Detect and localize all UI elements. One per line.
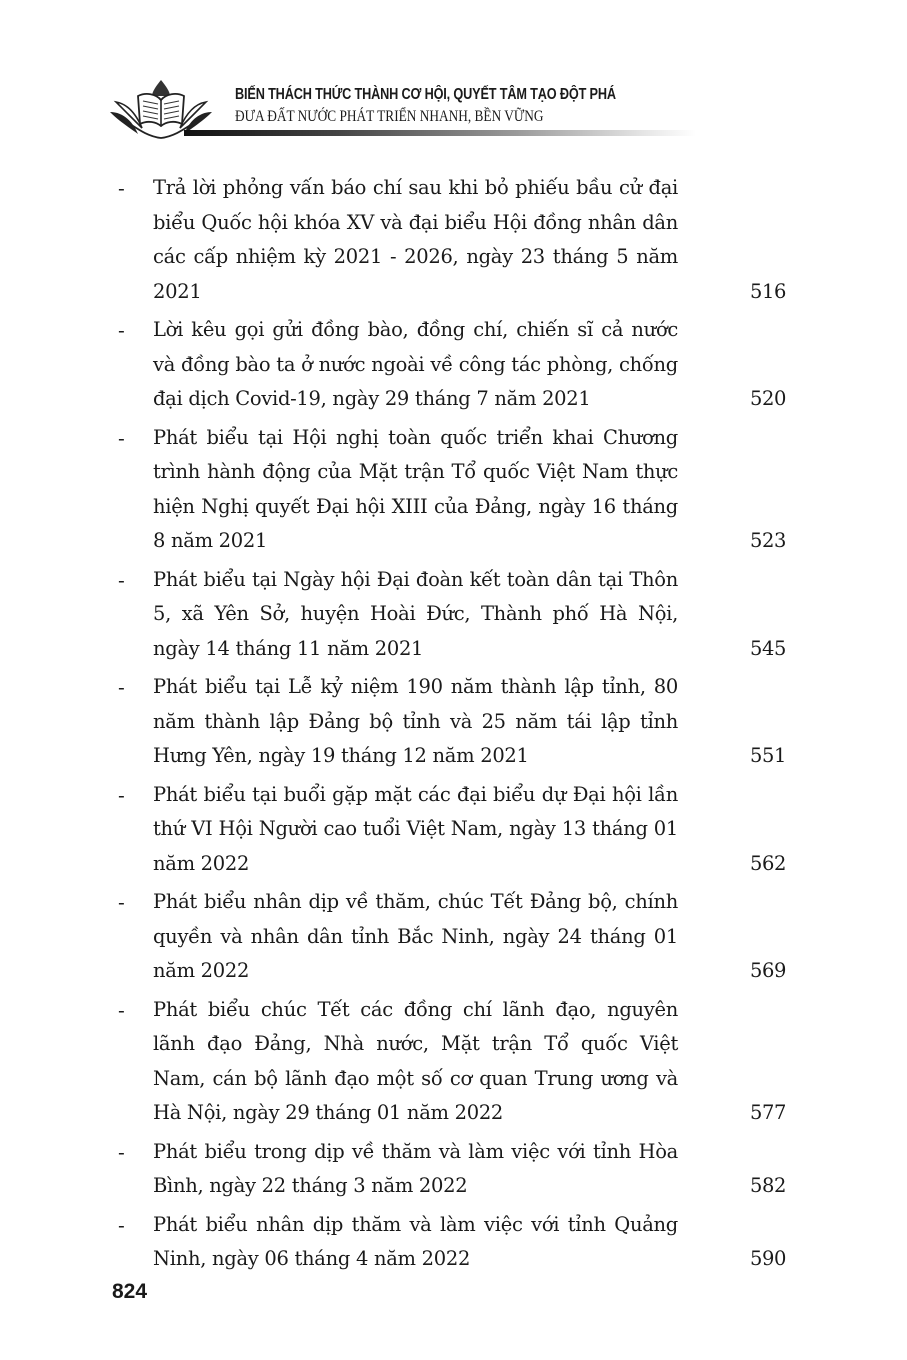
toc-entry-title: Phát biểu nhân dịp thăm và làm việc với tỉnh Quảng Ninh, ngày 06 tháng 4 năm 2022 [153,1212,678,1270]
toc-entry[interactable] [118,313,788,417]
toc-entry-title: Phát biểu tại Ngày hội Đại đoàn kết toàn dân tại Thôn 5, xã Yên Sở, huyện Hoài Đức, Thành phố Hà Nội, ngày 14 tháng 11 năm 2021 [153,567,678,660]
toc-bullet: - [118,782,125,807]
toc-page-number: 523 [749,529,786,552]
toc-page-number: 590 [749,1247,786,1270]
toc-bullet: - [118,176,125,200]
toc-page-number: 562 [749,851,786,875]
toc-entry[interactable] [118,670,788,774]
toc-entry-title: Phát biểu trong dịp về thăm và làm việc với tỉnh Hòa Bình, ngày 22 tháng 3 năm 2022 [153,1139,678,1197]
toc-entry-title: Phát biểu tại buổi gặp mặt các đại biểu dự Đại hội lần thứ VI Hội Người cao tuổi Việt Nam, ngày 13 tháng 01 năm 2022 [153,782,678,875]
toc-entry-title: Lời kêu gọi gửi đồng bào, đồng chí, chiến sĩ cả nước và đồng bào ta ở nước ngoài về công tác phòng, chống đại dịch Covid-19, ngày 29 tháng 7 năm 2021 [153,318,678,410]
table-of-contents [118,171,788,1281]
toc-entry[interactable] [118,563,788,667]
toc-page-number: 569 [749,959,786,982]
toc-page-number: 582 [749,1174,786,1197]
toc-bullet: - [118,675,125,699]
toc-bullet: - [118,318,125,342]
toc-entry[interactable] [118,1135,788,1204]
toc-bullet: - [118,1139,125,1164]
toc-page-number: 545 [749,636,786,660]
toc-entry-title: Phát biểu nhân dịp về thăm, chúc Tết Đảng bộ, chính quyền và nhân dân tỉnh Bắc Ninh, ngày 24 tháng 01 năm 2022 [153,890,678,982]
toc-bullet: - [118,890,125,914]
toc-page-number: 577 [749,1101,786,1124]
toc-bullet: - [118,997,125,1022]
toc-page-number: 516 [749,279,786,303]
toc-entry-title: Phát biểu chúc Tết các đồng chí lãnh đạo, nguyên lãnh đạo Đảng, Nhà nước, Mặt trận Tổ quốc Việt Nam, cán bộ lãnh đạo một số cơ quan Trung ương và Hà Nội, ngày 29 tháng 01 năm 2022 [153,997,678,1124]
toc-entry[interactable] [118,421,788,559]
header-title: BIẾN THÁCH THỨC THÀNH CƠ HỘI, QUYẾT TÂM TẠO ĐỘT PHÁ [235,86,616,103]
header-subtitle: ĐƯA ĐẤT NƯỚC PHÁT TRIỂN NHANH, BỀN VỮNG [235,108,544,125]
toc-entry[interactable] [118,993,788,1131]
toc-entry-title: Phát biểu tại Hội nghị toàn quốc triển khai Chương trình hành động của Mặt trận Tổ quốc Việt Nam thực hiện Nghị quyết Đại hội XIII của Đảng, ngày 16 tháng 8 năm 2021 [153,425,678,552]
toc-bullet: - [118,567,125,592]
page-number: 824 [112,1280,148,1303]
toc-page-number: 520 [749,387,786,410]
header-divider [184,130,696,136]
toc-entry[interactable] [118,1208,788,1277]
running-header [104,70,704,150]
toc-page-number: 551 [749,744,786,767]
toc-bullet: - [118,425,125,450]
toc-entry-title: Trả lời phỏng vấn báo chí sau khi bỏ phiếu bầu cử đại biểu Quốc hội khóa XV và đại biểu Hội đồng nhân dân các cấp nhiệm kỳ 2021 - 2026, ngày 23 tháng 5 năm 2021 [153,176,678,303]
toc-entry[interactable] [118,778,788,882]
toc-entry-title: Phát biểu tại Lễ kỷ niệm 190 năm thành lập tỉnh, 80 năm thành lập Đảng bộ tỉnh và 25 năm tái lập tỉnh Hưng Yên, ngày 19 tháng 12 năm 2021 [153,675,678,767]
toc-entry[interactable] [118,885,788,989]
toc-entry[interactable] [118,171,788,309]
toc-bullet: - [118,1212,125,1237]
